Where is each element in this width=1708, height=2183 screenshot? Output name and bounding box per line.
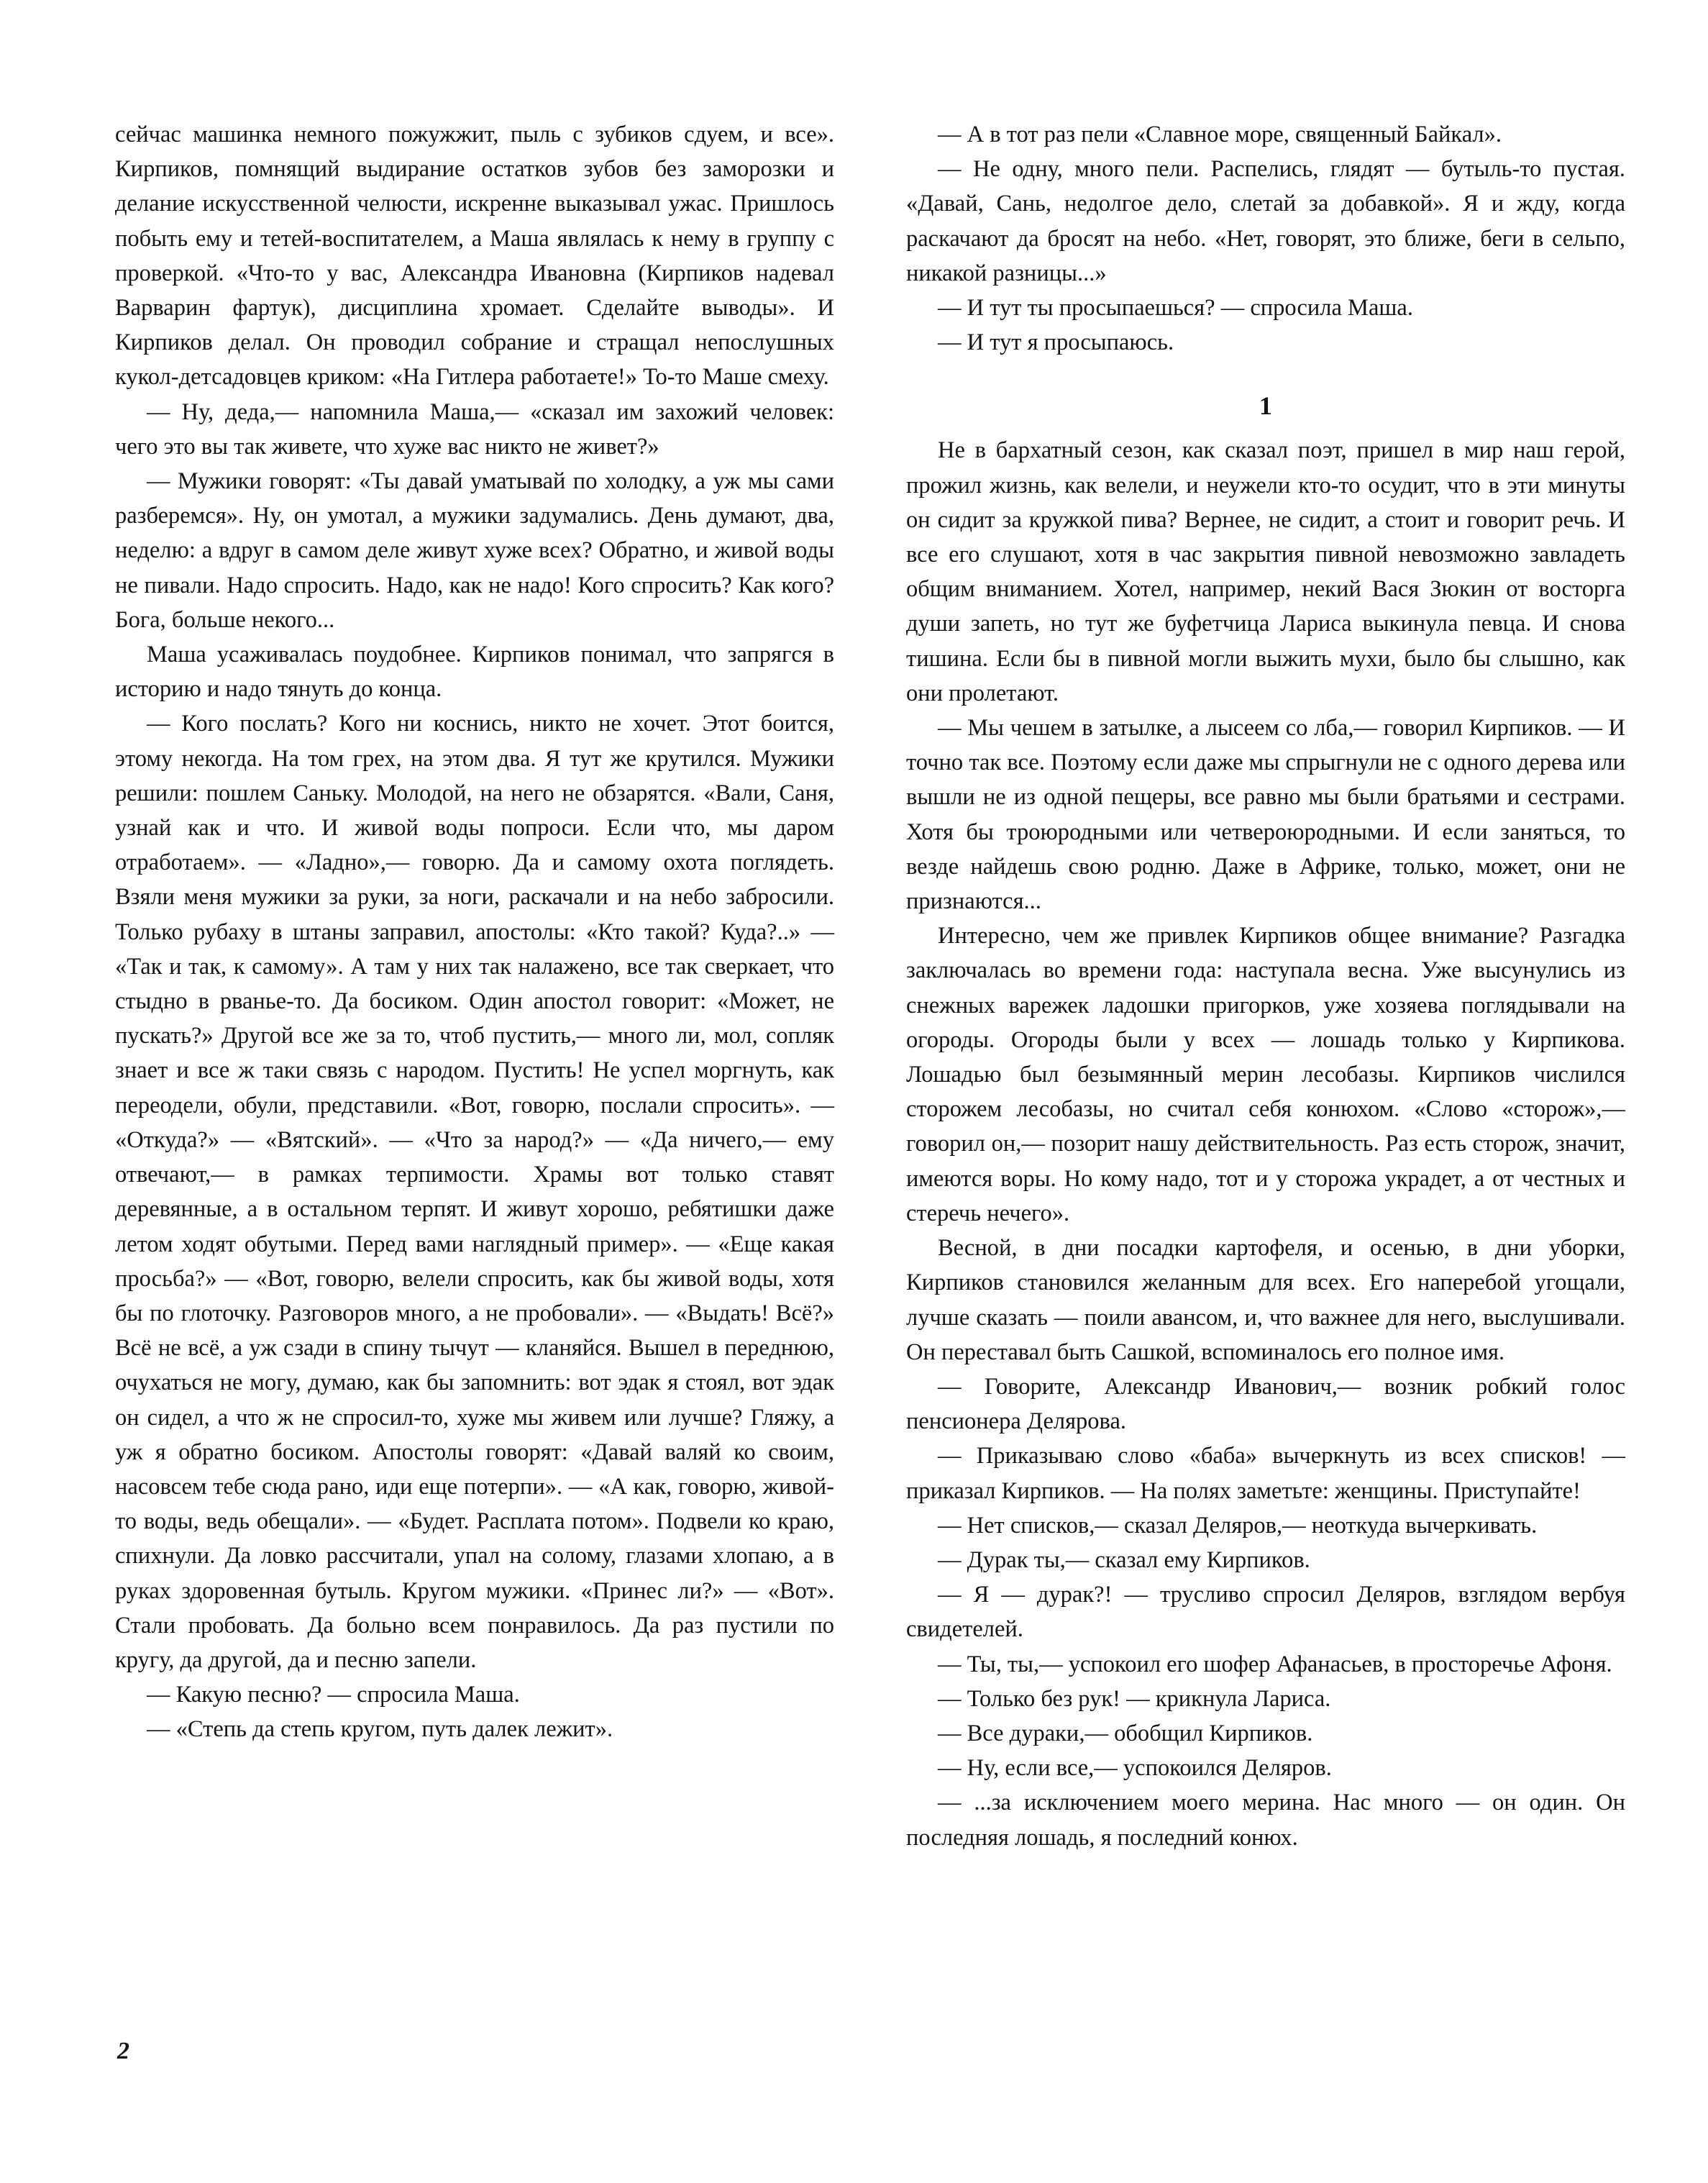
paragraph: — Все дураки,— обобщил Кирпиков. [938, 1720, 1313, 1746]
paragraph: — Я — дурак?! — трусливо спросил Деляров, взглядом вербуя свидетелей. [906, 1582, 1625, 1643]
paragraph: — Мы чешем в затылке, а лысеем со лба,— говорил Кирпиков. — И точно так все. Поэтому если даже мы спрыгнули не с одного дерева или вышли не из одной пещеры, все равно мы были братьями и сестрами. Хотя бы троюродными или четвероюродными. И если заняться, то везде найдешь свою родню. Даже в Африке, только, может, они не признаются... [906, 715, 1625, 915]
paragraph: — Дурак ты,— сказал ему Кирпиков. [938, 1546, 1310, 1573]
paragraph: — «Степь да степь кругом, путь далек лежит». [147, 1716, 613, 1743]
right-column [906, 117, 1625, 1855]
paragraph: — А в тот раз пели «Славное море, священный Байкал». [938, 122, 1502, 147]
paragraph: — Только без рук! — крикнула Лариса. [938, 1685, 1331, 1712]
paragraph: — Мужики говорят: «Ты давай уматывай по холодку, а уж мы сами разберемся». Ну, он умотал, а мужики задумались. День думают, два, неделю: а вдруг в самом деле живут хуже всех? Обратно, и живой воды не пивали. Надо спросить. Надо, как не надо! Кого спросить? Как кого? Бога, больше некого... [115, 468, 834, 633]
paragraph: — Говорите, Александр Иванович,— возник робкий голос пенсионера Делярова. [906, 1373, 1625, 1435]
paragraph: Не в бархатный сезон, как сказал поэт, пришел в мир наш герой, прожил жизнь, как велели, и неужели кто-то осудит, что в эти минуты он сидит за кружкой пива? Вернее, не сидит, а стоит и говорит речь. И все его слушают, хотя в час закрытия пивной невозможно завладеть общим вниманием. Хотел, например, некий Вася Зюкин от восторга души запеть, но тут же буфетчица Лариса выкинула певца. И снова тишина. Если бы в пивной могли выжить мухи, было бы слышно, как они пролетают. [906, 437, 1625, 706]
paragraph: — Ты, ты,— успокоил его шофер Афанасьев, в просторечье Афоня. [938, 1651, 1612, 1677]
left-column [115, 117, 834, 1747]
paragraph: — Какую песню? — спросила Маша. [147, 1682, 520, 1708]
paragraph: — Нет списков,— сказал Деляров,— неоткуда вычеркивать. [938, 1512, 1538, 1539]
paragraph: — И тут ты просыпаешься? — спросила Маша. [938, 295, 1413, 322]
paragraph: сейчас машинка немного пожужжит, пыль с зубиков сдуем, и все». Кирпиков, помнящий выдирание остатков зубов без заморозки и делание искусственной челюсти, искренне выказывал ужас. Пришлось побыть ему и тетей-воспитателем, а Маша являлась к нему в группу с проверкой. «Что-то у вас, Александра Ивановна (Кирпиков надевал Варварин фартук), дисциплина хромает. Сделайте выводы». И Кирпиков делал. Он проводил собрание и стращал непослушных кукол-детсадовцев криком: «На Гитлера работаете!» То-то Маше смеху. [115, 122, 834, 391]
paragraph: — ...за исключением моего мерина. Нас много — он один. Он последняя лошадь, я последний конюх. [906, 1790, 1625, 1851]
paragraph: Интересно, чем же привлек Кирпиков общее внимание? Разгадка заключалась во времени года: наступала весна. Уже высунулись из снежных варежек ладошки пригорков, уже хозяева поглядывали на огороды. Огороды были у всех — лошадь только у Кирпикова. Лошадью был безымянный мерин лесобазы. Кирпиков числился сторожем лесобазы, но считал себя конюхом. «Слово «сторож»,— говорил он,— позорит нашу действительность. Раз есть сторож, значит, имеются воры. Но кому надо, тот и у сторожа украдет, а от честных и стеречь нечего». [906, 923, 1625, 1226]
paragraph: — И тут я просыпаюсь. [938, 329, 1174, 356]
paragraph: — Ну, если все,— успокоился Деляров. [938, 1755, 1332, 1782]
paragraph: Весной, в дни посадки картофеля, и осенью, в дни уборки, Кирпиков становился желанным для всех. Его наперебой угощали, лучше сказать — поили авансом, и, что важнее для него, выслушивали. Он переставал быть Сашкой, вспоминалось его полное имя. [906, 1235, 1625, 1365]
paragraph: — Кого послать? Кого ни коснись, никто не хочет. Этот боится, этому некогда. На том грех, на этом два. Я тут же крутился. Мужики решили: пошлем Саньку. Молодой, на него не обзарятся. «Вали, Саня, узнай как и что. И живой воды попроси. Если что, мы даром отработаем». — «Ладно»,— говорю. Да и самому охота поглядеть. Взяли меня мужики за руки, за ноги, раскачали и на небо забросили. Только рубаху в штаны заправил, апостолы: «Кто такой? Куда?..» — «Так и так, к самому». А там у них так налажено, все так сверкает, что стыдно в рванье-то. Да босиком. Один апостол говорит: «Может, не пускать?» Другой все же за то, чтоб пустить,— много ли, мол, сопляк знает и все ж таки связь с народом. Пустить! Не успел моргнуть, как переодели, обули, представили. «Вот, говорю, послали спросить». — «Откуда?» — «Вятский». — «Что за народ?» — «Да ничего,— ему отвечают,— в рамках терпимости. Храмы вот только ставят деревянные, а в остальном терпят. И живут хорошо, ребятишки даже летом ходят обутыми. Перед вами наглядный пример». — «Еще какая просьба?» — «Вот, говорю, велели спросить, как бы живой воды, хотя бы по глоточку. Разговоров много, а не пробовали». — «Выдать! Всё?» Всё не всё, а уж сзади в спину тычут — кланяйся. Вышел в переднюю, очухаться не могу, думаю, как бы запомнить: вот эдак я стоял, вот эдак он сидел, а что ж не спросил-то, хуже мы живем или лучше? Гляжу, а уж я обратно босиком. Апостолы говорят: «Давай валяй ко своим, насовсем тебе сюда рано, иди еще потерпи». — «А как, говорю, живой-то воды, ведь обещали». — «Будет. Расплата потом». Подвели ко краю, спихнули. Да ловко рассчитали, упал на солому, глазами хлопаю, а в руках здоровенная бутыль. Кругом мужики. «Принес ли?» — «Вот». Стали пробовать. Да больно всем понравилось. Да раз пустили по кругу, да другой, да и песню запели. [115, 711, 834, 1673]
paragraph: Маша усаживалась поудобнее. Кирпиков понимал, что запрягся в историю и надо тянуть до конца. [115, 642, 834, 703]
page-number: 2 [117, 2038, 129, 2064]
section-number: 1 [1259, 391, 1272, 421]
paragraph: — Приказываю слово «баба» вычеркнуть из всех списков! — приказал Кирпиков. — На полях заметьте: женщины. Приступайте! [906, 1443, 1625, 1504]
paragraph: — Ну, деда,— напомнила Маша,— «сказал им захожий человек: чего это вы так живете, что хуже вас никто не живет?» [115, 398, 834, 460]
paragraph: — Не одну, много пели. Распелись, глядят — бутыль-то пустая. «Давай, Сань, недолгое дело, слетай за добавкой». Я и жду, когда раскачают да бросят на небо. «Нет, говорят, это ближе, беги в сельпо, никакой разницы...» [906, 156, 1625, 286]
